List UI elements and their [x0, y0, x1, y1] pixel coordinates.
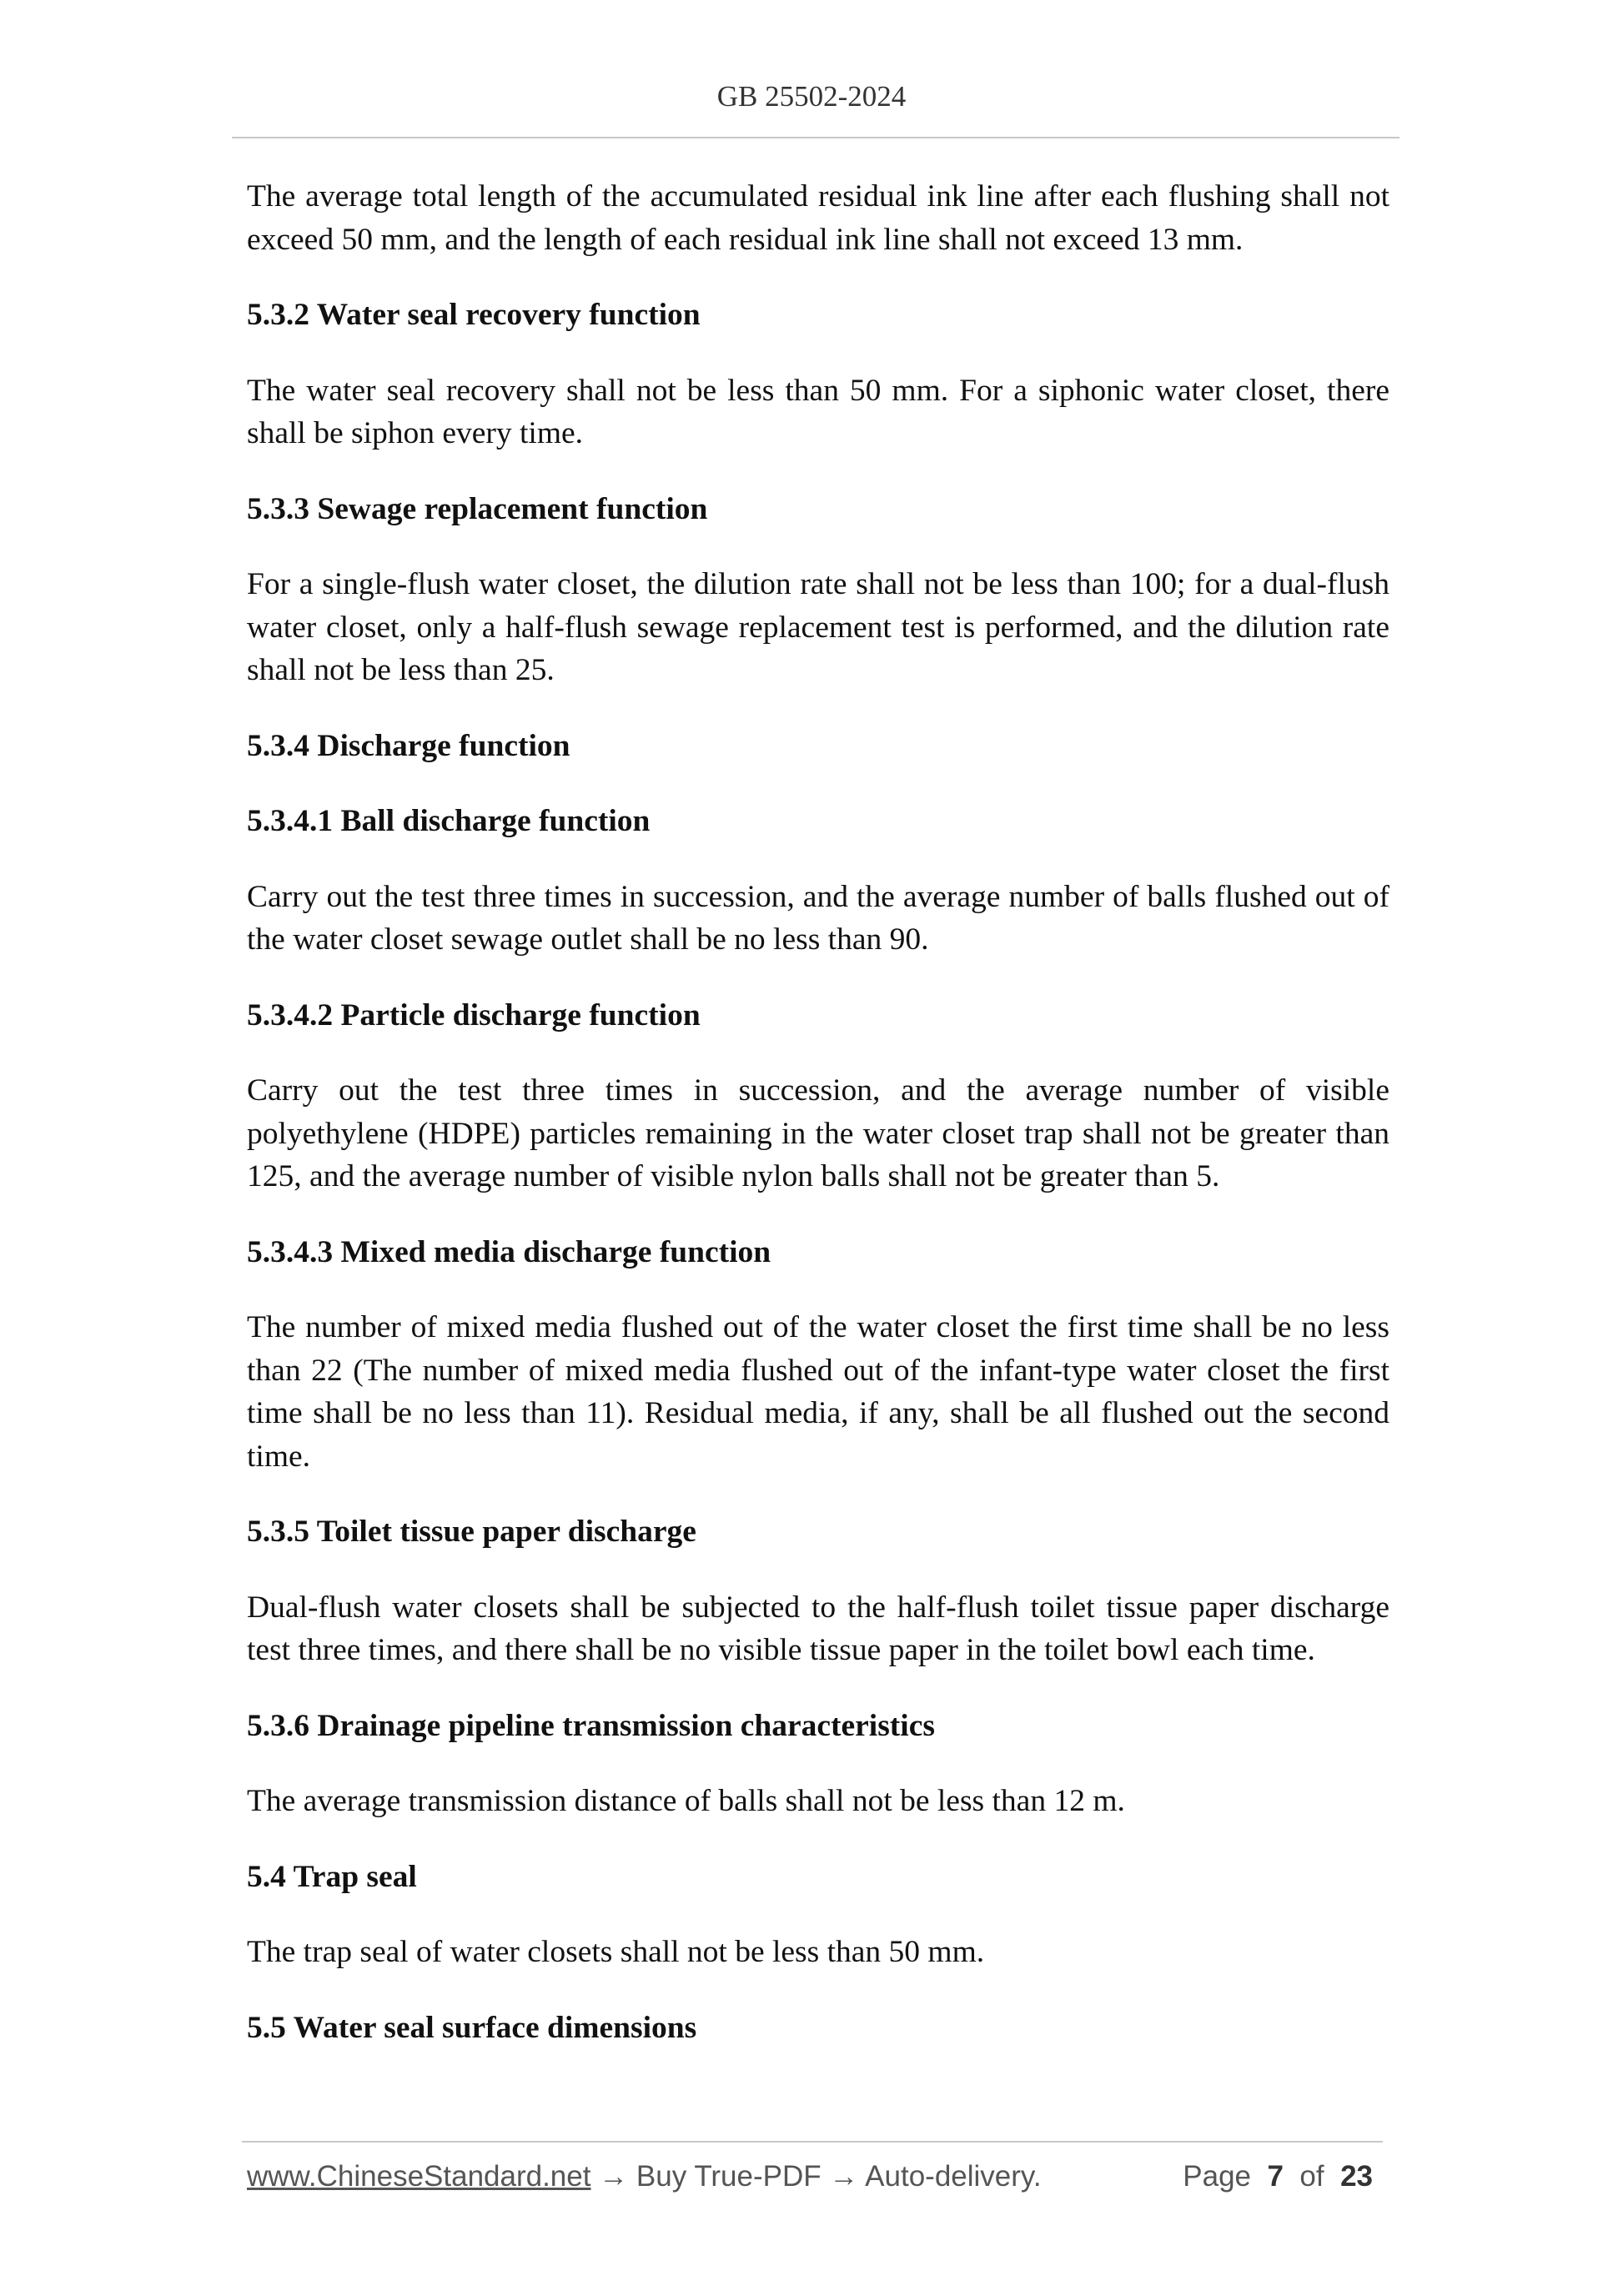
footer-divider [242, 2141, 1383, 2143]
document-body [247, 175, 1389, 2082]
section-heading: 5.3.4.3 Mixed media discharge function [247, 1234, 771, 1269]
section-heading: 5.5 Water seal surface dimensions [247, 2010, 697, 2045]
paragraph: Dual-flush water closets shall be subjected to the half-flush toilet tissue paper discharge test three times, and there shall be no visible tissue paper in the toilet bowl each time. [247, 1590, 1389, 1667]
section-heading: 5.3.4.1 Ball discharge function [247, 804, 651, 838]
page-label: Page [1183, 2160, 1252, 2193]
section-heading: 5.3.6 Drainage pipeline transmission characteristics [247, 1708, 935, 1743]
paragraph: Carry out the test three times in succession, and the average number of balls flushed out of the water closet sewage outlet shall be no less than 90. [247, 879, 1389, 957]
footer-promo [247, 2160, 1042, 2193]
website-link[interactable]: www.ChineseStandard.net [247, 2160, 591, 2193]
footer-tagline: → Buy True-PDF → Auto-delivery. [590, 2160, 1042, 2193]
section-heading: 5.4 Trap seal [247, 1859, 417, 1894]
paragraph: For a single-flush water closet, the dilution rate shall not be less than 100; for a dual-flush water closet, only a half-flush sewage replacement test is performed, and the dilution rate shall not be less than 25. [247, 567, 1389, 687]
section-heading: 5.3.5 Toilet tissue paper discharge [247, 1515, 696, 1549]
document-header-title: GB 25502-2024 [716, 80, 907, 113]
paragraph: The number of mixed media flushed out of the water closet the first time shall be no less than 22 (The number of mixed media flushed out of the infant-type water closet the first time shall be no less than 11). Residual media, if any, shall be all flushed out the second time. [247, 1310, 1389, 1474]
paragraph: The average transmission distance of balls shall not be less than 12 m. [247, 1784, 1125, 1818]
page-total: 23 [1340, 2160, 1373, 2193]
paragraph: The average total length of the accumulated residual ink line after each flushing shall not exceed 50 mm, and the length of each residual ink line shall not exceed 13 mm. [247, 179, 1389, 257]
of-label: of [1299, 2160, 1324, 2193]
section-heading: 5.3.4.2 Particle discharge function [247, 997, 701, 1032]
page-counter [1183, 2160, 1373, 2193]
section-heading: 5.3.2 Water seal recovery function [247, 298, 701, 332]
section-heading: 5.3.3 Sewage replacement function [247, 491, 708, 526]
paragraph: Carry out the test three times in succession, and the average number of visible polyethylene (HDPE) particles remaining in the water closet trap shall not be greater than 125, and the average number of visible nylon balls shall not be greater than 5. [247, 1073, 1389, 1193]
page-footer [247, 2160, 1383, 2202]
header-divider [232, 137, 1399, 138]
section-heading: 5.3.4 Discharge function [247, 728, 570, 763]
page-number: 7 [1267, 2160, 1284, 2193]
paragraph: The trap seal of water closets shall not be less than 50 mm. [247, 1935, 985, 1969]
paragraph: The water seal recovery shall not be less than 50 mm. For a siphonic water closet, there shall be siphon every time. [247, 373, 1389, 450]
